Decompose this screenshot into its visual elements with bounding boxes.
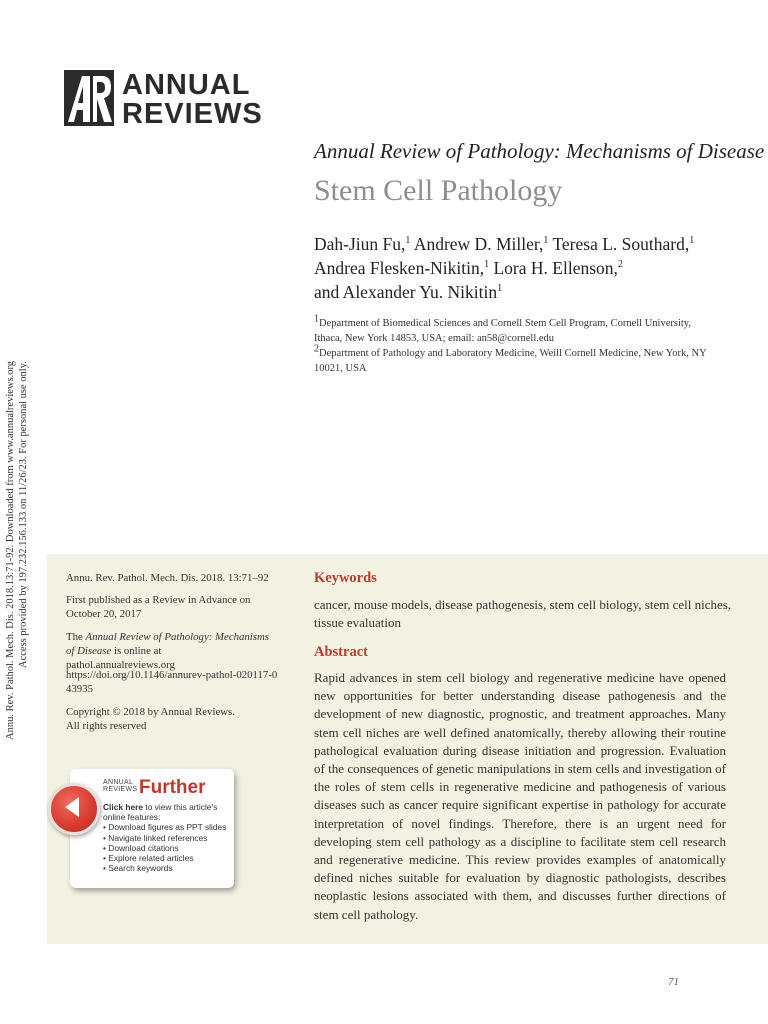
affiliation-text: Department of Pathology and Laboratory Medicine, Weill Cornell Medicine, New York, NY 10021, USA	[314, 348, 707, 374]
ar-logo-mark-icon	[64, 70, 114, 126]
list-item[interactable]: • Explore related articles	[103, 853, 231, 863]
author-name: Teresa L. Southard,	[552, 234, 690, 254]
journal-name: Annual Review of Pathology: Mechanisms of Disease	[314, 139, 765, 163]
online-journal: Annual Review of Pathology: Mechanisms of Disease	[66, 631, 270, 657]
citation: Annu. Rev. Pathol. Mech. Dis. 2018. 13:71–92	[66, 572, 269, 584]
list-item[interactable]: • Download figures as PPT slides	[103, 822, 231, 832]
click-here-link[interactable]: Click here	[103, 802, 144, 812]
affiliation-text: Department of Biomedical Sciences and Cornell Stem Cell Program, Cornell University, Ithaca, New York 14853, USA; email: an58@cornell.edu	[314, 318, 691, 344]
author-affiliation-mark: 1	[484, 259, 490, 271]
abstract-text: Rapid advances in stem cell biology and regenerative medicine have opened new opportunities for better understanding disease pathogenesis and the development of new diagnostic, prognostic, and treatment approaches. Many stem cell niches are well defined anatomically, thereby allowing their routine pathological evaluation during disease initiation and progression. Evaluation of the consequences of genetic manipulations in stem cells and investigation of the roles of stem cells in regenerative medicine and pathogenesis of various diseases such as cancer require significant expertise in pathology for accurate interpretation of novel findings. Therefore, there is an urgent need for developing stem cell pathology as a discipline to facilitate stem cell research and regenerative medicine. This review provides examples of anatomically defined niches suitable for evaluation by diagnostic pathologists, describes neoplastic lesions associated with them, and discusses further directions of stem cell pathology.	[314, 670, 726, 922]
article-title: Stem Cell Pathology	[314, 174, 563, 207]
further-brand-reviews: REVIEWS	[103, 786, 138, 793]
keywords-text: cancer, mouse models, disease pathogenesis, stem cell biology, stem cell niches, tissue evaluation	[314, 597, 732, 630]
author-name: Dah-Jiun Fu,	[314, 234, 406, 254]
author-affiliation-mark: 1	[543, 235, 549, 247]
page-number: 71	[668, 976, 679, 988]
list-item[interactable]: • Navigate linked references	[103, 833, 231, 843]
author-affiliation-mark: 2	[617, 259, 623, 271]
affiliation-2	[314, 343, 714, 376]
annual-reviews-logo	[64, 70, 264, 130]
author-affiliation-mark: 1	[689, 235, 695, 247]
logo-word-annual: ANNUAL	[122, 69, 251, 101]
further-intro: to view this article's online features:	[103, 802, 218, 823]
first-published: First published as a Review in Advance on October 20, 2017	[66, 594, 251, 620]
further-brand	[103, 779, 137, 793]
doi-link[interactable]: https://doi.org/10.1146/annurev-pathol-020117-043935	[66, 669, 278, 695]
online-suffix: is online at pathol.annualreviews.org	[66, 645, 175, 671]
logo-word-reviews: REVIEWS	[122, 98, 263, 130]
affiliation-number: 1	[314, 313, 319, 325]
further-feature-list	[103, 822, 231, 873]
online-prefix: The	[66, 631, 86, 643]
further-description	[103, 802, 231, 873]
author-list	[314, 232, 744, 304]
author-affiliation-mark: 1	[497, 283, 503, 295]
further-title: Further	[139, 777, 206, 798]
author-name: Andrea Flesken-Nikitin,	[314, 258, 485, 278]
author-name: Lora H. Ellenson,	[493, 258, 618, 278]
copyright: Copyright © 2018 by Annual Reviews. All rights reserved	[66, 706, 235, 732]
author-affiliation-mark: 1	[405, 235, 411, 247]
author-name: Andrew D. Miller,	[413, 234, 544, 254]
further-brand-annual: ANNUAL	[103, 779, 134, 786]
list-item[interactable]: • Search keywords	[103, 863, 231, 873]
abstract-heading: Abstract	[314, 644, 368, 660]
keywords-heading: Keywords	[314, 570, 377, 586]
online-info	[66, 630, 271, 672]
sidebar-line-2: Access provided by 197.232.156.133 on 11/26/23. For personal use only.	[18, 361, 29, 668]
left-arrow-icon	[61, 795, 83, 819]
list-item[interactable]: • Download citations	[103, 843, 231, 853]
author-name: and Alexander Yu. Nikitin	[314, 282, 498, 302]
sidebar-line-1: Annu. Rev. Pathol. Mech. Dis. 2018.13:71-92. Downloaded from www.annualreviews.org	[5, 360, 16, 740]
affiliation-1	[314, 313, 714, 346]
further-online-features-box[interactable]	[70, 769, 234, 888]
further-play-button[interactable]	[48, 783, 100, 835]
affiliation-number: 2	[314, 343, 319, 355]
